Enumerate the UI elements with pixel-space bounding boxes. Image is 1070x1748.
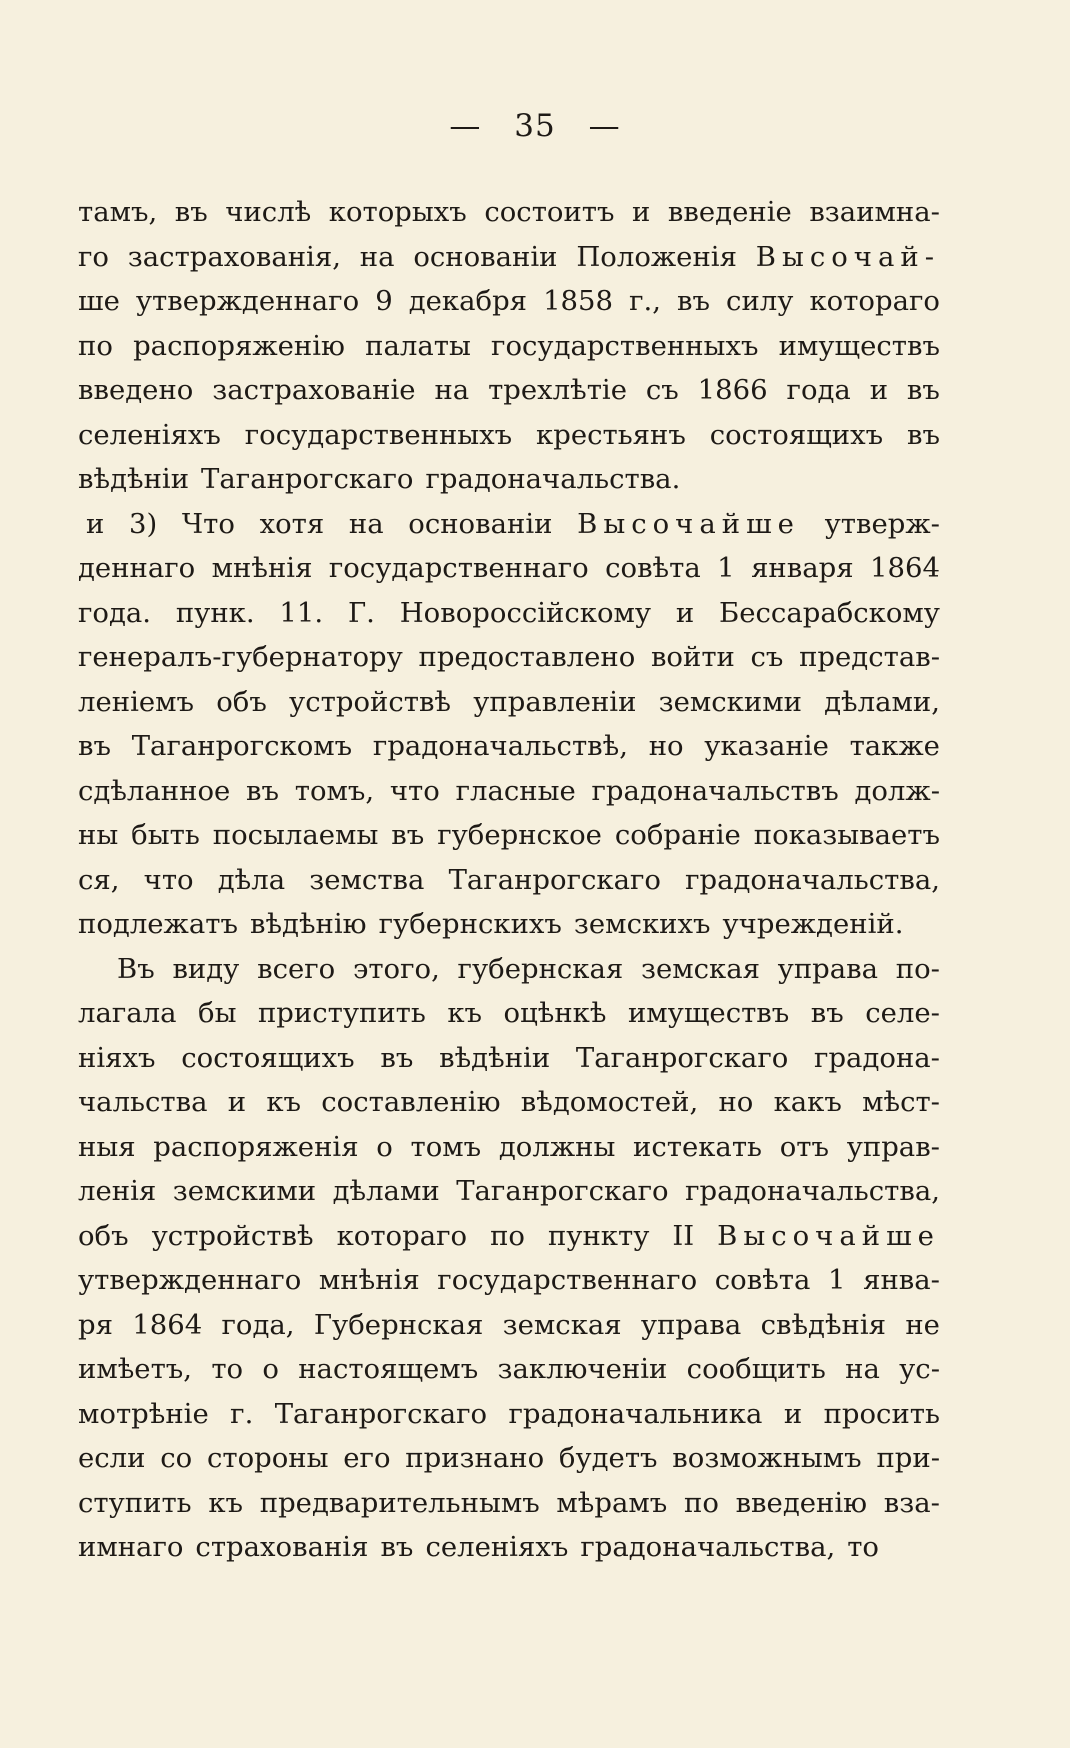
word: посылаемы: [212, 819, 379, 851]
text-line: [78, 1436, 940, 1481]
word: Положенія: [576, 240, 737, 273]
word: селе-: [865, 997, 940, 1029]
word: Что: [181, 507, 235, 540]
word: управ-: [846, 1130, 940, 1163]
word: ус-: [899, 1353, 940, 1385]
text-line: [78, 279, 940, 324]
word: что: [389, 774, 440, 807]
word: 1864: [869, 552, 940, 584]
word: утвержденнаго: [78, 1264, 302, 1296]
text-line: [78, 1303, 940, 1348]
word: просить: [823, 1397, 940, 1430]
word: томъ: [410, 1130, 482, 1163]
word: на: [845, 1353, 880, 1385]
word: распоряженію: [133, 329, 345, 362]
word: 11.: [279, 596, 324, 629]
word: дѣлами,: [824, 685, 940, 718]
word: состоящихъ: [181, 1041, 355, 1074]
word: тамъ,: [78, 196, 158, 228]
word: управа: [777, 952, 879, 985]
word: то: [847, 1531, 879, 1563]
word: государственнаго: [328, 552, 589, 584]
word: сообщить: [686, 1353, 826, 1385]
word: то: [211, 1353, 244, 1385]
word: основаніи: [413, 240, 558, 273]
word: земскихъ: [573, 908, 711, 940]
word: его: [343, 1442, 391, 1474]
word: земская: [502, 1308, 622, 1341]
word: какъ: [773, 1086, 842, 1118]
word: г.: [230, 1397, 254, 1430]
word: совѣта: [605, 552, 701, 584]
word: мѣст-: [862, 1086, 940, 1118]
word: виду: [172, 952, 240, 985]
word: чальства: [78, 1086, 208, 1118]
word: хотя: [259, 507, 325, 540]
word: года,: [221, 1308, 295, 1341]
word: о: [262, 1353, 279, 1385]
word: 1: [717, 552, 735, 584]
word: градона-: [814, 1041, 940, 1074]
word: по: [683, 1486, 719, 1519]
word: 9: [375, 285, 393, 317]
word: г.,: [629, 285, 661, 317]
word: утвержденнаго: [135, 285, 360, 317]
word: дѣлами: [332, 1175, 440, 1207]
word: имнаго: [78, 1531, 184, 1563]
word: въ: [906, 418, 940, 451]
word: введено: [78, 374, 194, 406]
word: о: [376, 1130, 393, 1163]
word: но: [718, 1086, 754, 1118]
word: долж-: [854, 774, 940, 807]
word: быть: [131, 819, 200, 851]
word: ше: [78, 285, 120, 317]
text-line: [78, 235, 940, 280]
text-line: [78, 902, 940, 947]
word: составленію: [321, 1086, 501, 1118]
word: этого,: [352, 952, 440, 985]
text-line: [78, 813, 940, 858]
word: введенію: [735, 1486, 868, 1519]
text-body: [78, 190, 940, 1570]
word: имѣетъ,: [78, 1353, 193, 1385]
word: совѣта: [714, 1264, 811, 1296]
word: всего: [257, 952, 336, 985]
word: вѣдѣніи: [78, 463, 190, 495]
word: приступить: [257, 997, 426, 1029]
word: учрежденій.: [722, 908, 904, 940]
word: ря: [78, 1308, 113, 1341]
word: въ: [380, 1041, 414, 1074]
word: числѣ: [225, 196, 312, 228]
word: въ: [246, 774, 279, 807]
word: въ: [78, 730, 111, 762]
word: мнѣнія: [211, 552, 313, 584]
word: оцѣнкѣ: [503, 997, 607, 1029]
word: градоначальства,: [685, 1175, 940, 1207]
text-line: [78, 1080, 940, 1125]
text-line: [78, 1125, 940, 1170]
word: томъ,: [294, 774, 375, 807]
word: должны: [498, 1130, 616, 1163]
text-line: [78, 769, 940, 814]
word: Таганрогскаго: [575, 1041, 789, 1074]
word: ленія: [78, 1175, 157, 1207]
text-line: [78, 1525, 940, 1570]
word: ныя: [78, 1130, 136, 1163]
word: губернское: [437, 819, 602, 851]
text-line: [78, 457, 940, 502]
word: 1866: [697, 374, 768, 406]
word: собраніе: [614, 819, 741, 851]
word: лагала: [78, 997, 177, 1029]
word: признано: [405, 1442, 545, 1474]
word: января: [751, 552, 854, 584]
text-line: [78, 1258, 940, 1303]
header-dash-right: —: [588, 108, 621, 144]
word: въ: [380, 1531, 414, 1563]
word: и: [227, 1086, 247, 1118]
word: также: [849, 730, 940, 762]
word: заключеніи: [497, 1353, 668, 1385]
word: градоначальствѣ,: [372, 730, 628, 762]
word: генералъ-губернатору: [78, 641, 403, 673]
word: градоначальника: [508, 1397, 763, 1430]
word: ны: [78, 819, 119, 851]
word: мотрѣніе: [78, 1397, 209, 1430]
word: объ: [216, 685, 267, 718]
word: въ: [810, 997, 844, 1029]
word: 1864: [132, 1308, 203, 1341]
text-line: [78, 724, 940, 769]
word: леніемъ: [78, 685, 195, 718]
word: представ-: [799, 641, 940, 673]
word: войти: [650, 641, 735, 673]
word: государственныхъ: [244, 418, 513, 451]
word: палаты: [365, 329, 471, 362]
word: состоящихъ: [709, 418, 884, 451]
word: Высочайше: [717, 1219, 940, 1252]
word: 3): [129, 507, 158, 540]
word: дѣла: [217, 863, 286, 896]
word: но: [648, 730, 684, 762]
word: губернская: [457, 952, 624, 985]
word: предоставлено: [418, 641, 636, 673]
word: стороны: [206, 1442, 329, 1474]
word: земская: [640, 952, 760, 985]
word: селеніяхъ: [425, 1531, 569, 1563]
word: по-: [895, 952, 940, 985]
word: предварительнымъ: [259, 1486, 540, 1519]
word: основаніи: [408, 507, 553, 540]
word: страхованія: [195, 1531, 369, 1563]
word: Новороссійскому: [399, 596, 652, 629]
word: управа: [640, 1308, 742, 1341]
word: не: [905, 1308, 940, 1341]
word: вѣдѣнію: [249, 908, 367, 940]
word: ся,: [78, 863, 120, 896]
text-line: [78, 680, 940, 725]
word: будетъ: [558, 1442, 658, 1474]
text-line: [78, 1169, 940, 1214]
word: государственнаго: [437, 1264, 698, 1296]
word: земскими: [172, 1175, 317, 1207]
word: и: [86, 507, 105, 540]
word: показываетъ: [753, 819, 940, 851]
word: губернскихъ: [378, 908, 562, 940]
word: которыхъ: [328, 196, 467, 228]
word: со: [160, 1442, 193, 1474]
text-line: [78, 1392, 940, 1437]
word: Высочайше: [577, 507, 800, 540]
word: въ: [906, 374, 940, 406]
word: на: [359, 240, 395, 273]
word: ніяхъ: [78, 1041, 156, 1074]
word: по: [78, 329, 113, 362]
text-line: [78, 1481, 940, 1526]
word: земства: [309, 863, 425, 896]
word: на: [434, 374, 470, 406]
word: крестьянъ: [536, 418, 686, 451]
text-line: [78, 324, 940, 369]
word: въ: [391, 819, 425, 851]
word: градоначальства.: [425, 463, 681, 495]
word: съ: [750, 641, 784, 673]
text-line: [78, 368, 940, 413]
word: мѣрамъ: [556, 1486, 668, 1519]
word: застрахованія,: [127, 240, 341, 273]
page-number: 35: [514, 108, 556, 144]
header-dash-left: —: [449, 108, 482, 144]
word: настоящемъ: [298, 1353, 479, 1385]
word: гласные: [455, 774, 576, 807]
word: Таганрогскаго: [448, 863, 661, 896]
word: управленіи: [473, 685, 637, 718]
word: Таганрогскаго: [274, 1397, 488, 1430]
word: и: [869, 374, 889, 406]
word: если: [78, 1442, 146, 1474]
word: Таганрогскаго: [201, 463, 414, 495]
word: подлежатъ: [78, 908, 238, 940]
word: указаніе: [704, 730, 829, 762]
word: селеніяхъ: [78, 418, 221, 451]
word: 1: [828, 1264, 846, 1296]
word: въ: [174, 196, 208, 228]
word: года.: [78, 596, 152, 629]
text-line: [78, 591, 940, 636]
text-line: [78, 858, 940, 903]
text-line: [78, 635, 940, 680]
word: деннаго: [78, 552, 196, 584]
word: и: [783, 1397, 803, 1430]
text-line: [78, 991, 940, 1036]
word: янва-: [863, 1264, 940, 1296]
word: вѣдомостей,: [520, 1086, 699, 1118]
word: Высочай-: [755, 240, 940, 273]
word: къ: [447, 997, 483, 1029]
word: года: [786, 374, 851, 406]
text-line: [78, 546, 940, 591]
word: II: [672, 1219, 695, 1252]
text-line: [78, 1347, 940, 1392]
text-line: [78, 413, 940, 458]
text-line: [78, 1036, 940, 1081]
word: ступить: [78, 1486, 192, 1519]
text-line: [78, 190, 940, 235]
word: градоначальства,: [580, 1531, 836, 1563]
word: объ: [78, 1219, 129, 1252]
word: при-: [876, 1442, 940, 1474]
word: состоитъ: [484, 196, 615, 228]
word: взаимна-: [809, 196, 940, 228]
word: силу: [726, 285, 794, 317]
word: пункту: [547, 1219, 650, 1252]
word: застрахованіе: [212, 374, 416, 406]
word: къ: [266, 1086, 302, 1118]
word: 1858: [543, 285, 614, 317]
word: Въ: [117, 952, 155, 985]
word: на: [348, 507, 384, 540]
word: возможнымъ: [672, 1442, 862, 1474]
word: сдѣланное: [78, 774, 231, 807]
word: Таганрогскомъ: [131, 730, 353, 762]
word: отъ: [779, 1130, 829, 1163]
word: котораго: [809, 285, 940, 317]
word: истекать: [633, 1130, 763, 1163]
word: устройствѣ: [151, 1219, 314, 1252]
page-header: [0, 108, 1070, 144]
word: трехлѣтіе: [488, 374, 627, 406]
word: земскими: [658, 685, 802, 718]
word: и: [675, 596, 695, 629]
word: съ: [645, 374, 679, 406]
word: градоначальства,: [685, 863, 940, 896]
word: государственныхъ: [491, 329, 759, 362]
word: Г.: [347, 596, 375, 629]
word: Таганрогскаго: [456, 1175, 669, 1207]
word: го: [78, 240, 109, 273]
word: пунк.: [175, 596, 255, 629]
word: котораго: [336, 1219, 468, 1252]
word: Губернская: [313, 1308, 484, 1341]
text-line: [78, 1214, 940, 1259]
word: утверж-: [824, 507, 940, 540]
text-line: [78, 502, 940, 547]
text-line: [78, 947, 940, 992]
word: Бессарабскому: [719, 596, 940, 629]
word: мнѣнія: [318, 1264, 420, 1296]
word: вѣдѣніи: [439, 1041, 551, 1074]
word: декабря: [408, 285, 528, 317]
word: въ: [677, 285, 711, 317]
word: распоряженія: [153, 1130, 359, 1163]
word: градоначальствъ: [591, 774, 839, 807]
word: вза-: [883, 1486, 940, 1519]
word: по: [490, 1219, 525, 1252]
word: свѣдѣнія: [760, 1308, 887, 1341]
word: имуществъ: [627, 997, 790, 1029]
word: бы: [198, 997, 237, 1029]
word: устройствѣ: [289, 685, 452, 718]
word: введеніе: [667, 196, 792, 228]
word: къ: [208, 1486, 244, 1519]
word: и: [632, 196, 651, 228]
word: что: [143, 863, 194, 896]
word: имуществъ: [778, 329, 940, 362]
